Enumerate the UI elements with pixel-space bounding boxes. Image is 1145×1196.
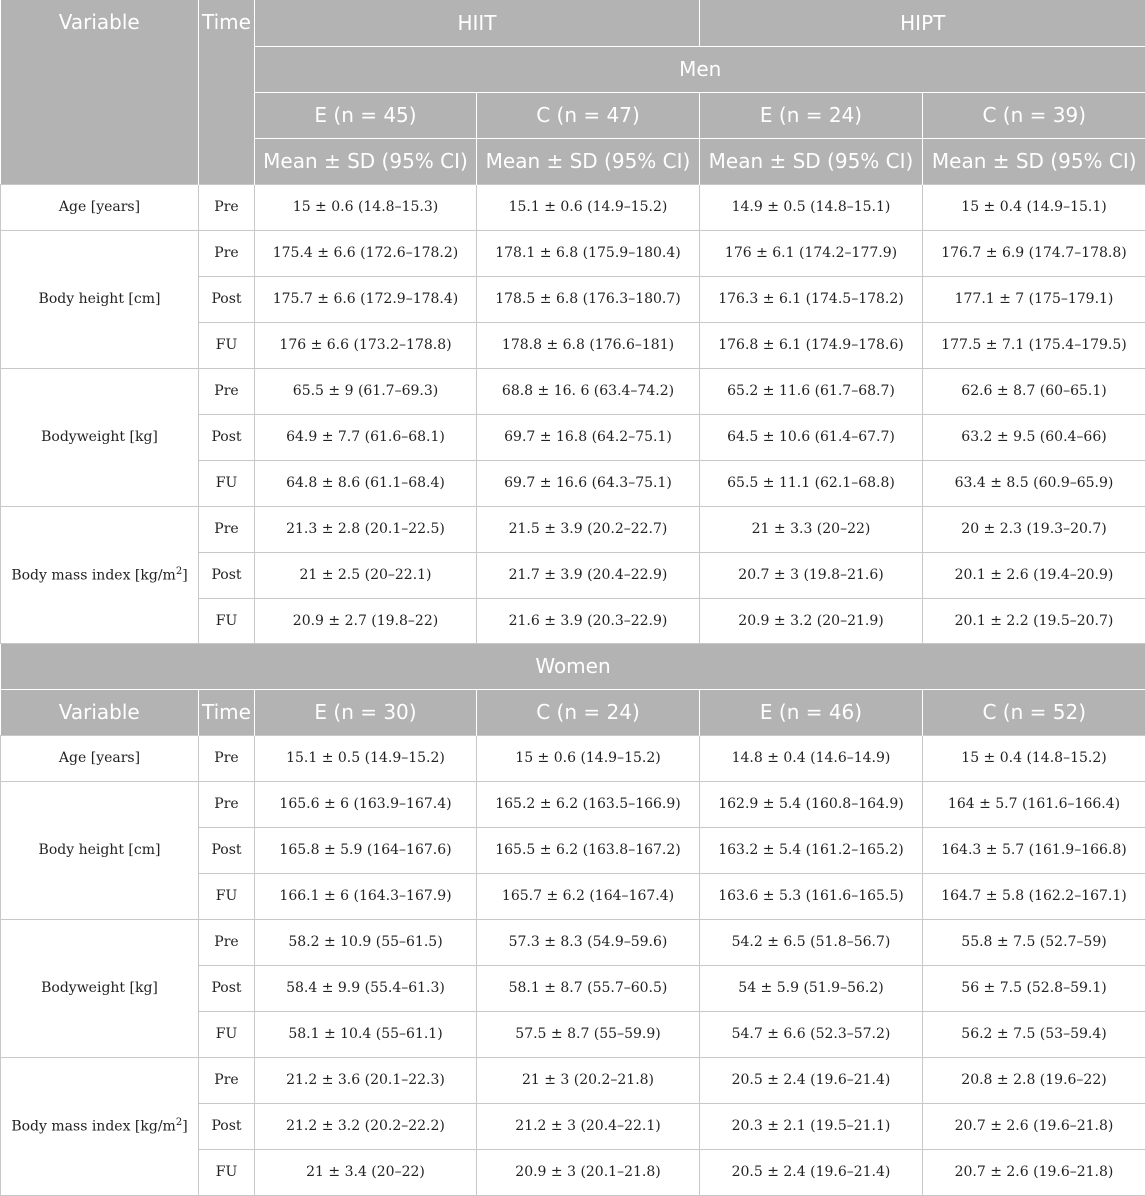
- time-cell: Pre: [199, 735, 255, 781]
- value-cell: 63.4 ± 8.5 (60.9–65.9): [923, 460, 1145, 506]
- table-row: [1, 919, 1145, 965]
- value-cell: 21.2 ± 3 (20.4–22.1): [477, 1103, 700, 1149]
- table-row: [1, 506, 1145, 552]
- value-cell: 165.5 ± 6.2 (163.8–167.2): [477, 827, 700, 873]
- value-cell: 20.9 ± 2.7 (19.8–22): [255, 598, 477, 643]
- value-cell: 20.5 ± 2.4 (19.6–21.4): [700, 1149, 923, 1195]
- time-cell: FU: [199, 1149, 255, 1195]
- value-cell: 20.7 ± 3 (19.8–21.6): [700, 552, 923, 598]
- value-cell: 164.7 ± 5.8 (162.2–167.1): [923, 873, 1145, 919]
- value-cell: 166.1 ± 6 (164.3–167.9): [255, 873, 477, 919]
- value-cell: 176 ± 6.1 (174.2–177.9): [700, 230, 923, 276]
- value-cell: 56.2 ± 7.5 (53–59.4): [923, 1011, 1145, 1057]
- value-cell: 58.1 ± 10.4 (55–61.1): [255, 1011, 477, 1057]
- value-cell: 58.4 ± 9.9 (55.4–61.3): [255, 965, 477, 1011]
- time-header: Time: [199, 0, 255, 184]
- bmi-label: Body mass index [kg/m: [11, 567, 175, 583]
- value-cell: 20.7 ± 2.6 (19.6–21.8): [923, 1149, 1145, 1195]
- time-cell: Pre: [199, 184, 255, 230]
- men-col-hipt-e: E (n = 24): [700, 92, 923, 138]
- time-cell: FU: [199, 598, 255, 643]
- value-cell: 21.2 ± 3.2 (20.2–22.2): [255, 1103, 477, 1149]
- value-cell: 57.5 ± 8.7 (55–59.9): [477, 1011, 700, 1057]
- value-cell: 162.9 ± 5.4 (160.8–164.9): [700, 781, 923, 827]
- value-cell: 21.6 ± 3.9 (20.3–22.9): [477, 598, 700, 643]
- value-cell: 178.8 ± 6.8 (176.6–181): [477, 322, 700, 368]
- variable-cell: [1, 506, 199, 643]
- value-cell: 56 ± 7.5 (52.8–59.1): [923, 965, 1145, 1011]
- value-cell: 177.5 ± 7.1 (175.4–179.5): [923, 322, 1145, 368]
- value-cell: 163.2 ± 5.4 (161.2–165.2): [700, 827, 923, 873]
- value-cell: 21.5 ± 3.9 (20.2–22.7): [477, 506, 700, 552]
- time-cell: Pre: [199, 368, 255, 414]
- value-cell: 178.5 ± 6.8 (176.3–180.7): [477, 276, 700, 322]
- value-cell: 175.7 ± 6.6 (172.9–178.4): [255, 276, 477, 322]
- value-cell: 20.5 ± 2.4 (19.6–21.4): [700, 1057, 923, 1103]
- value-cell: 20 ± 2.3 (19.3–20.7): [923, 506, 1145, 552]
- time-cell: Pre: [199, 919, 255, 965]
- time-cell: Post: [199, 1103, 255, 1149]
- value-cell: 55.8 ± 7.5 (52.7–59): [923, 919, 1145, 965]
- value-cell: 21 ± 3.3 (20–22): [700, 506, 923, 552]
- time-cell: FU: [199, 322, 255, 368]
- value-cell: 165.7 ± 6.2 (164–167.4): [477, 873, 700, 919]
- women-col-hiit-e: E (n = 30): [255, 689, 477, 735]
- value-cell: 178.1 ± 6.8 (175.9–180.4): [477, 230, 700, 276]
- value-cell: 20.1 ± 2.2 (19.5–20.7): [923, 598, 1145, 643]
- time-cell: FU: [199, 873, 255, 919]
- table-row: [1, 781, 1145, 827]
- time-cell: Post: [199, 965, 255, 1011]
- bmi-label: Body mass index [kg/m: [11, 1119, 175, 1135]
- women-header: Women: [1, 643, 1145, 689]
- time-cell: Pre: [199, 230, 255, 276]
- women-col-hipt-e: E (n = 46): [700, 689, 923, 735]
- table-row: [1, 1057, 1145, 1103]
- value-cell: 21 ± 3 (20.2–21.8): [477, 1057, 700, 1103]
- bmi-label-end: ]: [182, 1119, 187, 1135]
- value-cell: 177.1 ± 7 (175–179.1): [923, 276, 1145, 322]
- time-cell: Post: [199, 552, 255, 598]
- value-cell: 176.8 ± 6.1 (174.9–178.6): [700, 322, 923, 368]
- value-cell: 15 ± 0.6 (14.9–15.2): [477, 735, 700, 781]
- time-cell: Post: [199, 827, 255, 873]
- men-header: Men: [255, 46, 1145, 92]
- variable-cell: Body height [cm]: [1, 781, 199, 919]
- variable-cell: [1, 1057, 199, 1195]
- value-cell: 164.3 ± 5.7 (161.9–166.8): [923, 827, 1145, 873]
- value-cell: 14.9 ± 0.5 (14.8–15.1): [700, 184, 923, 230]
- women-col-hiit-c: C (n = 24): [477, 689, 700, 735]
- value-cell: 176.7 ± 6.9 (174.7–178.8): [923, 230, 1145, 276]
- variable-cell: Bodyweight [kg]: [1, 368, 199, 506]
- value-cell: 63.2 ± 9.5 (60.4–66): [923, 414, 1145, 460]
- value-cell: 20.3 ± 2.1 (19.5–21.1): [700, 1103, 923, 1149]
- value-cell: 163.6 ± 5.3 (161.6–165.5): [700, 873, 923, 919]
- men-col-hipt-c: C (n = 39): [923, 92, 1145, 138]
- value-cell: 165.8 ± 5.9 (164–167.6): [255, 827, 477, 873]
- value-cell: 69.7 ± 16.6 (64.3–75.1): [477, 460, 700, 506]
- hiit-header: HIIT: [255, 0, 700, 46]
- time-cell: FU: [199, 1011, 255, 1057]
- value-cell: 20.8 ± 2.8 (19.6–22): [923, 1057, 1145, 1103]
- value-cell: 65.2 ± 11.6 (61.7–68.7): [700, 368, 923, 414]
- value-cell: 165.2 ± 6.2 (163.5–166.9): [477, 781, 700, 827]
- value-cell: 58.2 ± 10.9 (55–61.5): [255, 919, 477, 965]
- bmi-label-superscript: 2: [176, 566, 182, 577]
- value-cell: 57.3 ± 8.3 (54.9–59.6): [477, 919, 700, 965]
- stat-header: Mean ± SD (95% CI): [700, 138, 923, 184]
- value-cell: 164 ± 5.7 (161.6–166.4): [923, 781, 1145, 827]
- value-cell: 165.6 ± 6 (163.9–167.4): [255, 781, 477, 827]
- value-cell: 62.6 ± 8.7 (60–65.1): [923, 368, 1145, 414]
- variable-cell: Age [years]: [1, 184, 199, 230]
- time-cell: Pre: [199, 1057, 255, 1103]
- value-cell: 69.7 ± 16.8 (64.2–75.1): [477, 414, 700, 460]
- value-cell: 54.2 ± 6.5 (51.8–56.7): [700, 919, 923, 965]
- bmi-label-superscript: 2: [176, 1117, 182, 1128]
- value-cell: 58.1 ± 8.7 (55.7–60.5): [477, 965, 700, 1011]
- stat-header: Mean ± SD (95% CI): [923, 138, 1145, 184]
- value-cell: 20.1 ± 2.6 (19.4–20.9): [923, 552, 1145, 598]
- stat-header: Mean ± SD (95% CI): [477, 138, 700, 184]
- table-row: [1, 230, 1145, 276]
- variable-cell: Age [years]: [1, 735, 199, 781]
- table-row: [1, 368, 1145, 414]
- time-header: Time: [199, 689, 255, 735]
- men-col-hiit-c: C (n = 47): [477, 92, 700, 138]
- value-cell: 21.7 ± 3.9 (20.4–22.9): [477, 552, 700, 598]
- table-row: [1, 184, 1145, 230]
- value-cell: 64.9 ± 7.7 (61.6–68.1): [255, 414, 477, 460]
- value-cell: 15 ± 0.4 (14.9–15.1): [923, 184, 1145, 230]
- value-cell: 176 ± 6.6 (173.2–178.8): [255, 322, 477, 368]
- value-cell: 175.4 ± 6.6 (172.6–178.2): [255, 230, 477, 276]
- variable-cell: Bodyweight [kg]: [1, 919, 199, 1057]
- value-cell: 14.8 ± 0.4 (14.6–14.9): [700, 735, 923, 781]
- variable-cell: Body height [cm]: [1, 230, 199, 368]
- time-cell: Post: [199, 414, 255, 460]
- value-cell: 20.9 ± 3 (20.1–21.8): [477, 1149, 700, 1195]
- women-col-hipt-c: C (n = 52): [923, 689, 1145, 735]
- value-cell: 21.3 ± 2.8 (20.1–22.5): [255, 506, 477, 552]
- hipt-header: HIPT: [700, 0, 1145, 46]
- value-cell: 20.7 ± 2.6 (19.6–21.8): [923, 1103, 1145, 1149]
- table-row: [1, 735, 1145, 781]
- value-cell: 15.1 ± 0.6 (14.9–15.2): [477, 184, 700, 230]
- value-cell: 21 ± 2.5 (20–22.1): [255, 552, 477, 598]
- value-cell: 54.7 ± 6.6 (52.3–57.2): [700, 1011, 923, 1057]
- value-cell: 64.8 ± 8.6 (61.1–68.4): [255, 460, 477, 506]
- time-cell: Pre: [199, 781, 255, 827]
- value-cell: 65.5 ± 11.1 (62.1–68.8): [700, 460, 923, 506]
- value-cell: 64.5 ± 10.6 (61.4–67.7): [700, 414, 923, 460]
- value-cell: 15 ± 0.4 (14.8–15.2): [923, 735, 1145, 781]
- bmi-label-end: ]: [182, 567, 187, 583]
- time-cell: Pre: [199, 506, 255, 552]
- value-cell: 20.9 ± 3.2 (20–21.9): [700, 598, 923, 643]
- value-cell: 54 ± 5.9 (51.9–56.2): [700, 965, 923, 1011]
- value-cell: 21.2 ± 3.6 (20.1–22.3): [255, 1057, 477, 1103]
- value-cell: 15 ± 0.6 (14.8–15.3): [255, 184, 477, 230]
- value-cell: 176.3 ± 6.1 (174.5–178.2): [700, 276, 923, 322]
- time-cell: Post: [199, 276, 255, 322]
- value-cell: 21 ± 3.4 (20–22): [255, 1149, 477, 1195]
- value-cell: 15.1 ± 0.5 (14.9–15.2): [255, 735, 477, 781]
- value-cell: 65.5 ± 9 (61.7–69.3): [255, 368, 477, 414]
- value-cell: 68.8 ± 16. 6 (63.4–74.2): [477, 368, 700, 414]
- time-cell: FU: [199, 460, 255, 506]
- variable-header: Variable: [1, 0, 199, 184]
- men-col-hiit-e: E (n = 45): [255, 92, 477, 138]
- variable-header: Variable: [1, 689, 199, 735]
- stat-header: Mean ± SD (95% CI): [255, 138, 477, 184]
